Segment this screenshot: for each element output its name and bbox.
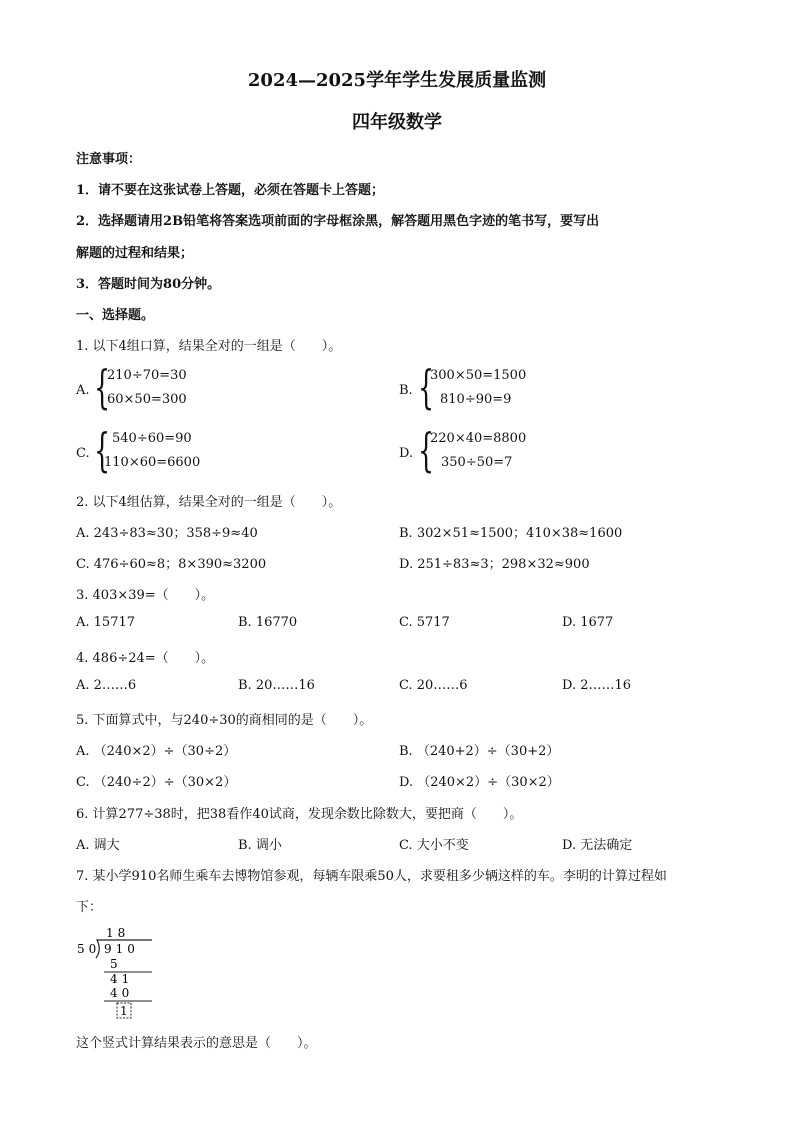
q4-stem: 4. 486÷24=（ ）。 [76, 651, 215, 666]
q3-stem: 3. 403×39=（ ）。 [76, 588, 215, 603]
q2-stem: 2. 以下4组估算，结果全对的一组是（ ）。 [76, 495, 342, 510]
q2-option-a: A. 243÷83≈30；358÷9≈40 [76, 526, 258, 541]
brace-icon: { [94, 360, 111, 414]
q3-option-c: C. 5717 [399, 615, 450, 630]
exam-subtitle: 四年级数学 [352, 112, 442, 133]
option-label: A. [76, 383, 90, 398]
brace-icon: { [418, 423, 435, 477]
q6-stem: 6. 计算277÷38时，把38看作40试商，发现余数比除数大，要把商（ ）。 [76, 807, 523, 822]
q6-option-a: A. 调大 [76, 838, 120, 853]
q3-option-a: A. 15717 [76, 615, 136, 630]
long-division-figure [76, 924, 160, 1019]
equation: 300×50=1500 [430, 368, 527, 383]
step-remainder-1: 41 [110, 972, 134, 986]
q2-option-d: D. 251÷83≈3；298×32≈900 [399, 557, 590, 572]
divisor: 50 [77, 942, 101, 956]
q7-stem: 7. 某小学910名师生乘车去博物馆参观，每辆车限乘50人，求要租多少辆这样的车。李明的计算过程如 [76, 869, 667, 884]
dividend: 910 [104, 942, 139, 956]
q3-option-b: B. 16770 [238, 615, 298, 630]
q3-option-d: D. 1677 [562, 615, 614, 630]
q6-option-c: C. 大小不变 [399, 838, 469, 853]
q6-option-b: B. 调小 [238, 838, 282, 853]
notes-heading: 注意事项： [76, 152, 142, 167]
q4-option-c: C. 20……6 [399, 678, 468, 693]
remainder: 1 [120, 1004, 128, 1018]
q5-option-c: C. （240÷2）÷（30×2） [76, 775, 237, 790]
section-heading: 一、选择题。 [76, 308, 155, 323]
option-label: D. [399, 446, 414, 461]
option-label: B. [399, 383, 413, 398]
equation: 810÷90=9 [440, 392, 512, 407]
q4-option-a: A. 2……6 [76, 678, 137, 693]
q1-stem: 1. 以下4组口算，结果全对的一组是（ ）。 [76, 339, 342, 354]
equation: 220×40=8800 [430, 431, 527, 446]
equation: 540÷60=90 [112, 431, 192, 446]
note-3: 3．答题时间为80分钟。 [76, 277, 221, 292]
note-2-cont: 解题的过程和结果； [76, 246, 194, 261]
exam-title: 2024—2025学年学生发展质量监测 [247, 70, 547, 91]
option-label: C. [76, 446, 90, 461]
equation: 60×50=300 [107, 392, 187, 407]
note-2: 2．选择题请用2B铅笔将答案选项前面的字母框涂黑，解答题用黑色字迹的笔书写，要写出 [76, 214, 600, 229]
note-1: 1．请不要在这张试卷上答题，必须在答题卡上答题； [76, 183, 385, 198]
q4-option-b: B. 20……16 [238, 678, 315, 693]
q2-option-c: C. 476÷60≈8；8×390≈3200 [76, 557, 267, 572]
q2-option-b: B. 302×51≈1500；410×38≈1600 [399, 526, 623, 541]
q4-option-d: D. 2……16 [562, 678, 632, 693]
q5-option-d: D. （240×2）÷（30×2） [399, 775, 560, 790]
q7-stem-cont: 下： [76, 900, 103, 915]
q7-question: 这个竖式计算结果表示的意思是（ ）。 [76, 1036, 317, 1051]
quotient: 18 [106, 926, 130, 940]
q6-option-d: D. 无法确定 [562, 838, 633, 853]
equation: 350÷50=7 [441, 455, 513, 470]
brace-icon: { [94, 423, 111, 477]
equation: 210÷70=30 [107, 368, 187, 383]
q5-option-a: A. （240×2）÷（30÷2） [76, 744, 237, 759]
step-product-1: 5 [110, 957, 118, 971]
brace-icon: { [418, 360, 435, 414]
q5-option-b: B. （240+2）÷（30+2） [399, 744, 560, 759]
step-product-2: 40 [110, 986, 134, 1000]
q5-stem: 5. 下面算式中，与240÷30的商相同的是（ ）。 [76, 713, 373, 728]
equation: 110×60=6600 [104, 455, 201, 470]
